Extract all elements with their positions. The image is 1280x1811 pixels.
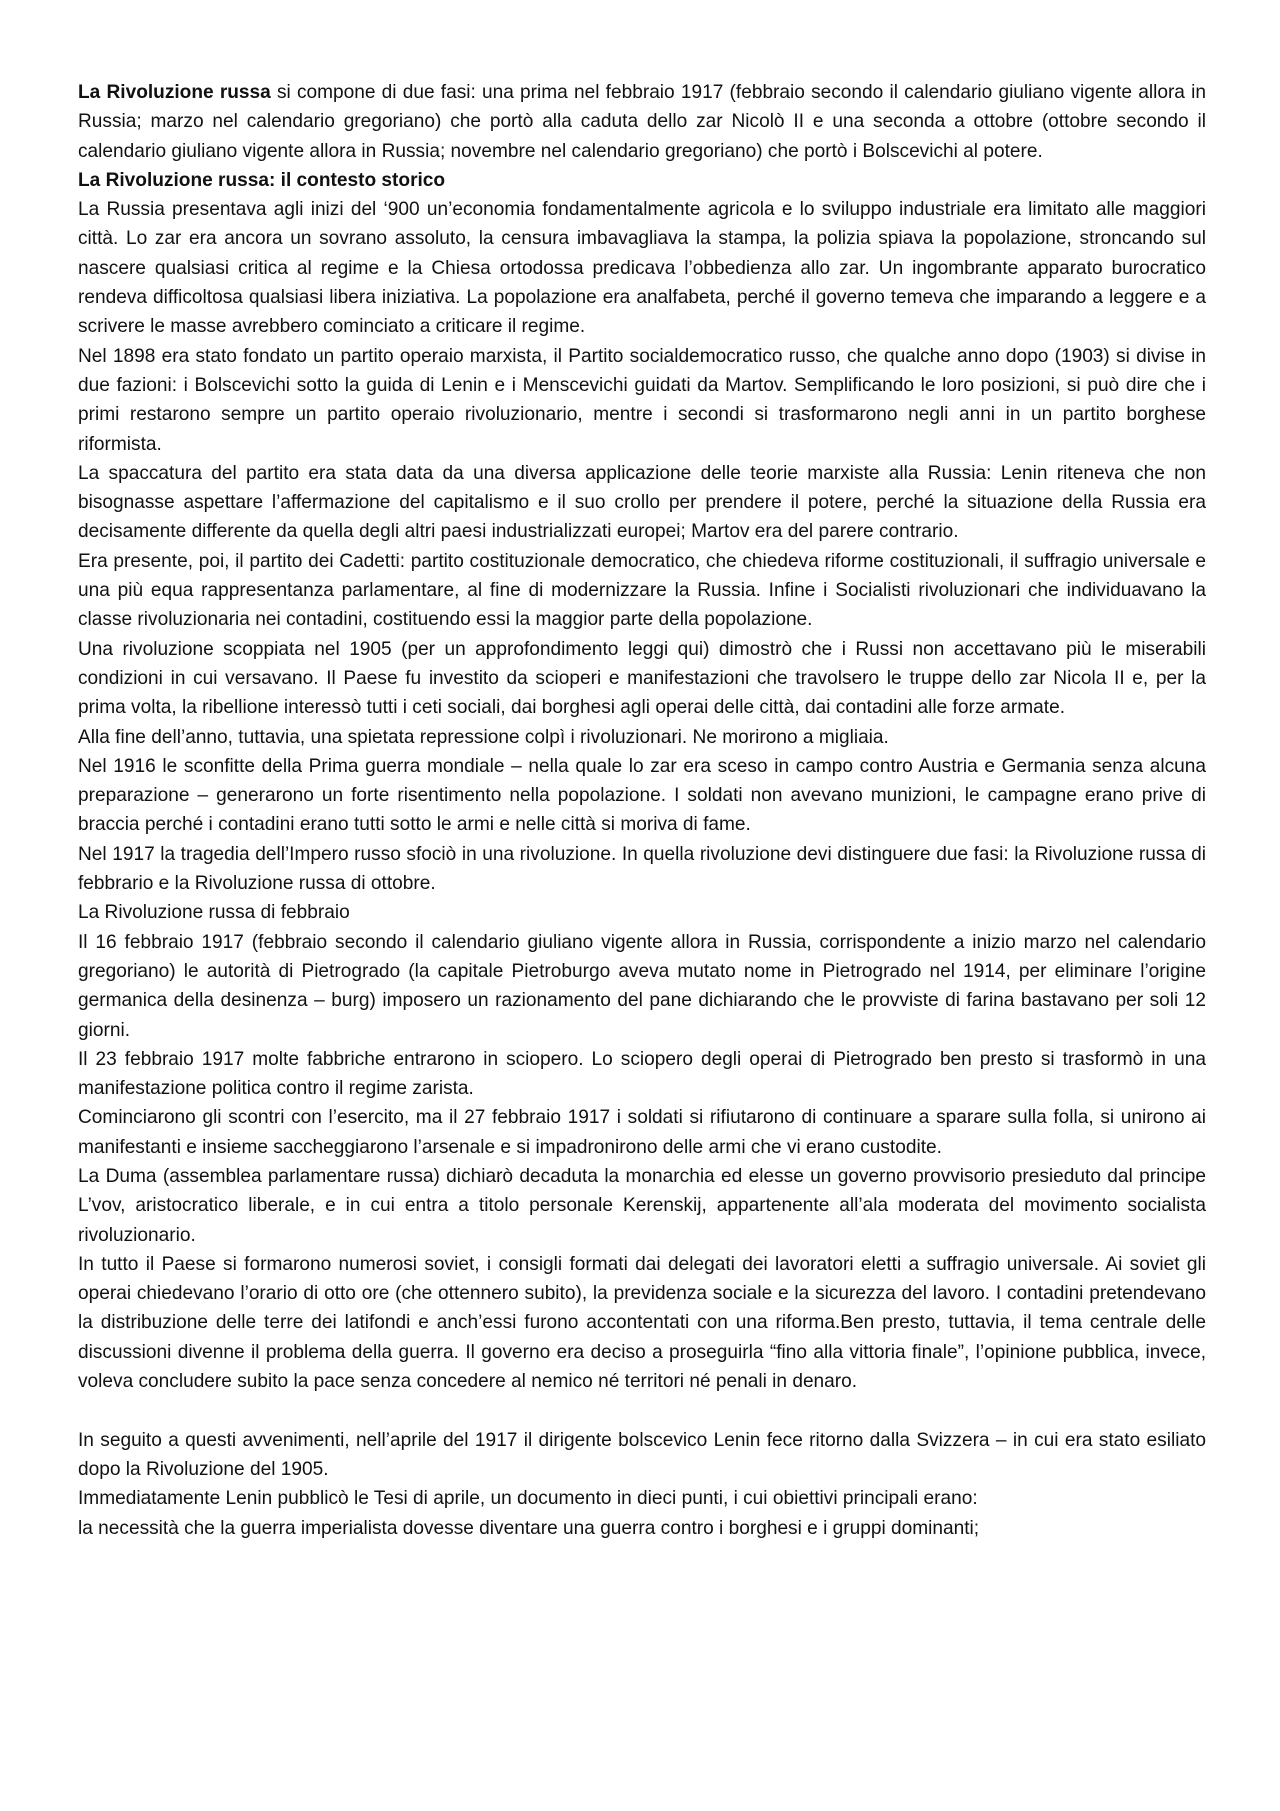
paragraph-february-3: Cominciarono gli scontri con l’esercito, ma il 27 febbraio 1917 i soldati si rifiutarono di continuare a sparare sulla folla, si unirono ai manifestanti e insieme saccheggiarono l’arsenale e si impadronirono delle armi che vi erano custodite. [78, 1107, 1206, 1158]
paragraph-context-3: La spaccatura del partito era stata data da una diversa applicazione delle teorie marxiste alla Russia: Lenin riteneva che non bisognasse aspettare l’affermazione del capitalismo e il suo crollo per prendere il potere, perché la situazione della Russia era decisamente differente da quella degli altri paesi industrializzati europei; Martov era del parere contrario. [78, 462, 1206, 543]
paragraph-april-2: Immediatamente Lenin pubblicò le Tesi di aprile, un documento in dieci punti, i cui obiettivi principali erano: [78, 1488, 978, 1510]
paragraph-context-7: Nel 1916 le sconfitte della Prima guerra mondiale – nella quale lo zar era sceso in campo contro Austria e Germania senza alcuna preparazione – generarono un forte risentimento nella popolazione. I soldati non avevano munizioni, le campagne erano prive di braccia perché i contadini erano tutti sotto le armi e nelle città si moriva di fame. [78, 755, 1206, 836]
paragraph-context-6: Alla fine dell’anno, tuttavia, una spietata repressione colpì i rivoluzionari. Ne morirono a migliaia. [78, 726, 889, 748]
paragraph-context-5: Una rivoluzione scoppiata nel 1905 (per un approfondimento leggi qui) dimostrò che i Russi non accettavano più le miserabili condizioni in cui versavano. Il Paese fu investito da scioperi e manifestazioni che travolsero le truppe dello zar Nicola II e, per la prima volta, la ribellione interessò tutti i ceti sociali, dai borghesi agli operai delle città, dai contadini alle forze armate. [78, 638, 1206, 719]
paragraph-february-5: In tutto il Paese si formarono numerosi soviet, i consigli formati dai delegati dei lavoratori eletti a suffragio universale. Ai soviet gli operai chiedevano l’orario di otto ore (che ottennero subito), la previdenza sociale e la sicurezza del lavoro. I contadini pretendevano la distribuzione delle terre dei latifondi e anch’essi furono accontentati con una riforma.Ben presto, tuttavia, il tema centrale delle discussioni divenne il problema della guerra. Il governo era deciso a proseguirla “fino alla vittoria finale”, l’opinione pubblica, invece, voleva concludere subito la pace senza concedere al nemico né territori né penali in denaro. [78, 1253, 1206, 1393]
intro-paragraph [78, 78, 1206, 166]
intro-text: si compone di due fasi: una prima nel febbraio 1917 (febbraio secondo il calendario giuliano vigente allora in Russia; marzo nel calendario gregoriano) che portò alla caduta dello zar Nicolò II e una seconda a ottobre (ottobre secondo il calendario giuliano vigente allora in Russia; novembre nel calendario gregoriano) che portò i Bolscevichi al potere. [78, 82, 1206, 162]
document-page [78, 78, 1206, 1543]
paragraph-context-2: Nel 1898 era stato fondato un partito operaio marxista, il Partito socialdemocratico russo, che qualche anno dopo (1903) si divise in due fazioni: i Bolscevichi sotto la guida di Lenin e i Menscevichi guidati da Martov. Semplificando le loro posizioni, si può dire che i primi restarono sempre un partito operaio rivoluzionario, mentre i secondi si trasformarono negli anni in un partito borghese riformista. [78, 345, 1206, 455]
intro-bold-title: La Rivoluzione russa [78, 82, 271, 103]
paragraph-april-3: la necessità che la guerra imperialista dovesse diventare una guerra contro i borghesi e i gruppi dominanti; [78, 1517, 980, 1539]
paragraph-february-2: Il 23 febbraio 1917 molte fabbriche entrarono in sciopero. Lo sciopero degli operai di Pietrogrado ben presto si trasformò in una manifestazione politica contro il regime zarista. [78, 1048, 1206, 1100]
section-heading-context: La Rivoluzione russa: il contesto storico [78, 169, 446, 191]
paragraph-context-4: Era presente, poi, il partito dei Cadetti: partito costituzionale democratico, che chiedeva riforme costituzionali, il suffragio universale e una più equa rappresentanza parlamentare, al fine di modernizzare la Russia. Infine i Socialisti rivoluzionari che individuavano la classe rivoluzionaria nei contadini, costituendo essi la maggior parte della popolazione. [78, 550, 1206, 631]
paragraph-february-1: Il 16 febbraio 1917 (febbraio secondo il calendario giuliano vigente allora in Russia, corrispondente a inizio marzo nel calendario gregoriano) le autorità di Pietrogrado (la capitale Pietroburgo aveva mutato nome in Pietrogrado nel 1914, per eliminare l’origine germanica della desinenza – burg) imposero un razionamento del pane dichiarando che le provviste di farina bastavano per soli 12 giorni. [78, 931, 1206, 1041]
paragraph-april-1: In seguito a questi avvenimenti, nell’aprile del 1917 il dirigente bolscevico Lenin fece ritorno dalla Svizzera – in cui era stato esiliato dopo la Rivoluzione del 1905. [78, 1429, 1206, 1480]
paragraph-february-4: La Duma (assemblea parlamentare russa) dichiarò decaduta la monarchia ed elesse un governo provvisorio presieduto dal principe L’vov, aristocratico liberale, e in cui entra a titolo personale Kerenskij, appartenente all’ala moderata del movimento socialista rivoluzionario. [78, 1165, 1206, 1246]
paragraph-context-1: La Russia presentava agli inizi del ‘900 un’economia fondamentalmente agricola e lo sviluppo industriale era limitato alle maggiori città. Lo zar era ancora un sovrano assoluto, la censura imbavagliava la stampa, la polizia spiava la popolazione, stroncando sul nascere qualsiasi critica al regime e la Chiesa ortodossa predicava l’obbedienza allo zar. Un ingombrante apparato burocratico rendeva difficoltosa qualsiasi libera iniziativa. La popolazione era analfabeta, perché il governo temeva che imparando a leggere e a scrivere le masse avrebbero cominciato a criticare il regime. [78, 199, 1206, 338]
section-heading-february: La Rivoluzione russa di febbraio [78, 902, 350, 924]
paragraph-gap [78, 1396, 1206, 1425]
paragraph-context-8: Nel 1917 la tragedia dell’Impero russo sfociò in una rivoluzione. In quella rivoluzione devi distinguere due fasi: la Rivoluzione russa di febbrario e la Rivoluzione russa di ottobre. [78, 843, 1206, 895]
